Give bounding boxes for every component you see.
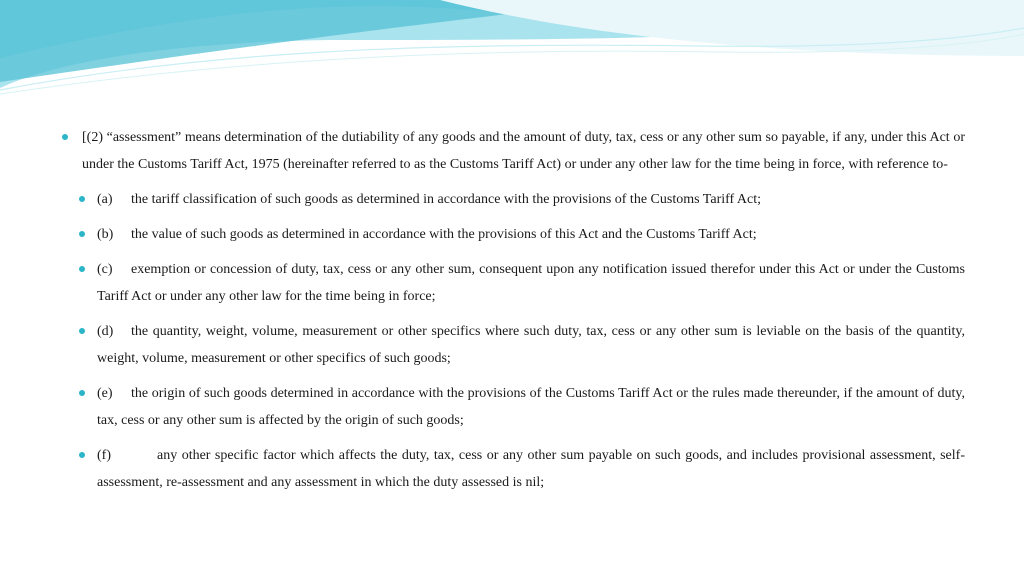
list-item-label: (b) <box>97 227 114 242</box>
list-item-label: (e) <box>97 386 113 401</box>
list-item-text: the value of such goods as determined in accordance with the provisions of this Act and the Customs Tariff Act; <box>131 227 757 242</box>
list-item-label: (a) <box>97 192 113 207</box>
list-item-label: (c) <box>97 262 113 277</box>
bullet-icon <box>79 231 85 237</box>
bullet-icon <box>79 266 85 272</box>
list-item-text: exemption or concession of duty, tax, cess or any other sum, consequent upon any notification issued therefor under this Act or under the Customs Tariff Act or under any other law for the time being in force; <box>97 262 965 304</box>
list-item-text: the origin of such goods determined in accordance with the provisions of the Customs Tariff Act or the rules made thereunder, if the amount of duty, tax, cess or any other sum is affected by the origin of such goods; <box>97 386 965 428</box>
list-item-d <box>79 318 965 372</box>
list-item-label: (d) <box>97 324 114 339</box>
list-item-text: the quantity, weight, volume, measurement or other specifics where such duty, tax, cess or any other sum is leviable on the basis of the quantity, weight, volume, measurement or other specifics of such goods; <box>97 324 965 366</box>
list-item-a <box>79 186 965 213</box>
content-area <box>62 124 965 496</box>
bullet-icon <box>79 452 85 458</box>
list-item-label: (f) <box>97 448 111 463</box>
intro-text: [(2) “assessment” means determination of the dutiability of any goods and the amount of duty, tax, cess or any other sum so payable, if any, under this Act or under the Customs Tariff Act, 1975 (hereinafter referred to as the Customs Tariff Act) or under any other law for the time being in force, with reference to- <box>82 130 965 172</box>
list-item-text: the tariff classification of such goods as determined in accordance with the provisions of the Customs Tariff Act; <box>131 192 762 207</box>
list-item-text: any other specific factor which affects the duty, tax, cess or any other sum payable on such goods, and includes provisional assessment, self-assessment, re-assessment and any assessment in which the duty assessed is nil; <box>97 448 965 490</box>
bullet-icon <box>79 196 85 202</box>
list-item-c <box>79 256 965 310</box>
intro-paragraph <box>62 124 965 178</box>
list-item-e <box>79 380 965 434</box>
bullet-icon <box>62 134 68 140</box>
header-wave-decoration <box>0 0 1024 110</box>
list-item-f <box>79 442 965 496</box>
bullet-icon <box>79 390 85 396</box>
list-item-b <box>79 221 965 248</box>
bullet-icon <box>79 328 85 334</box>
